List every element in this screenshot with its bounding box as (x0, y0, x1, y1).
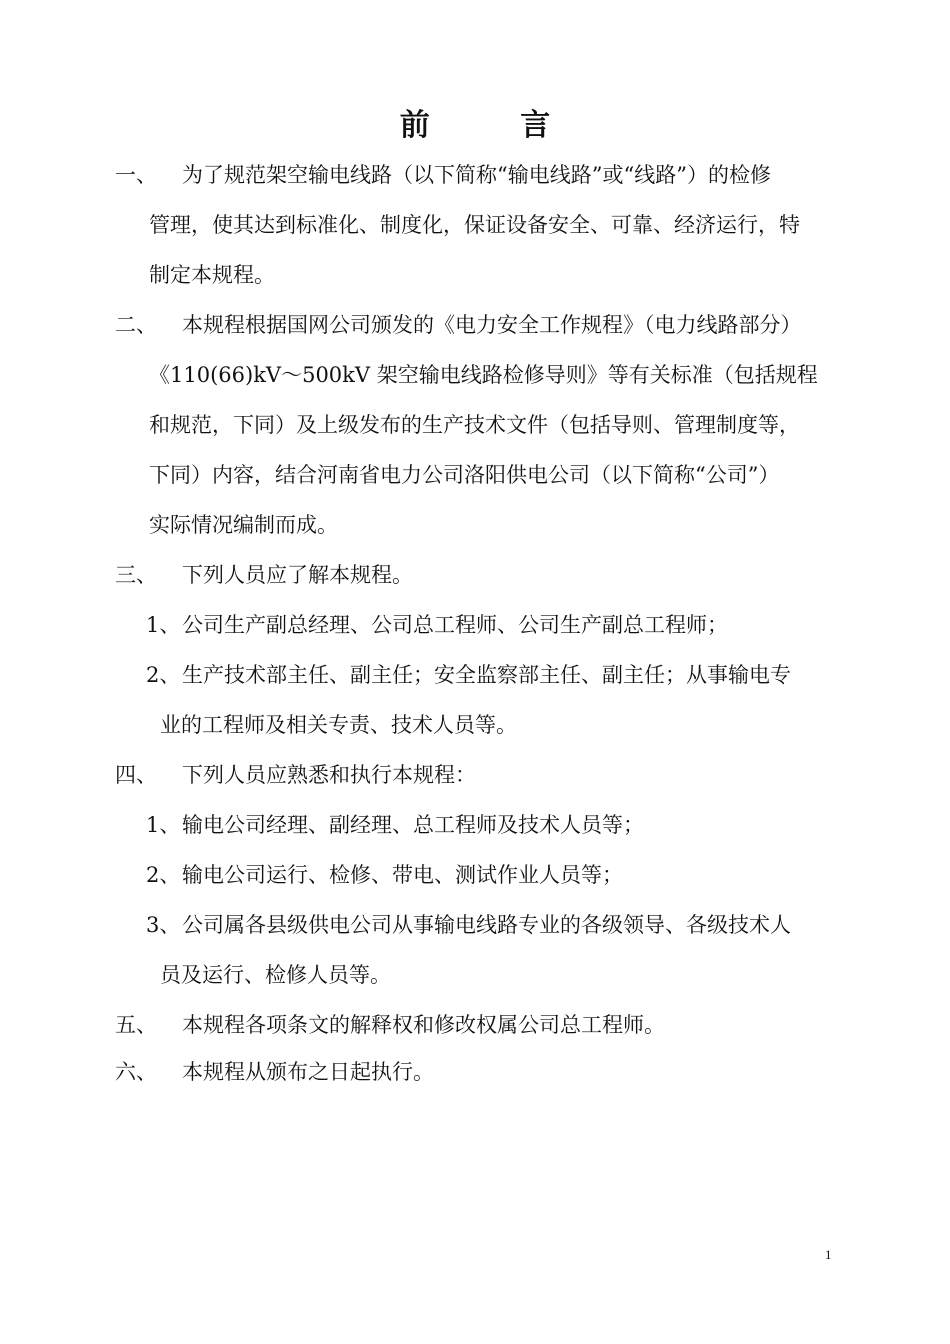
item-4-sub-2-number: 2、 (146, 863, 181, 887)
item-3-sub-1-number: 1、 (146, 613, 181, 637)
item-2-line-1: 本规程根据国网公司颁发的《电力安全工作规程》（电力线路部分） (182, 313, 802, 337)
item-4-sub-3-line-1: 公司属各县级供电公司从事输电线路专业的各级领导、各级技术人 (182, 913, 791, 937)
item-4-sub-1-number: 1、 (146, 813, 181, 837)
item-3-sub-2-line-2: 业的工程师及相关专责、技术人员等。 (160, 713, 517, 737)
item-3-sub-2-number: 2、 (146, 663, 181, 687)
item-5-line-1: 本规程各项条文的解释权和修改权属公司总工程师。 (182, 1013, 665, 1037)
item-4-line-1: 下列人员应熟悉和执行本规程： (182, 763, 476, 787)
item-2-line-3: 和规范，下同）及上级发布的生产技术文件（包括导则、管理制度等， (149, 413, 800, 437)
item-3-number: 三、 (115, 563, 157, 587)
item-4-sub-3-line-2: 员及运行、检修人员等。 (160, 963, 391, 987)
item-2-number: 二、 (115, 313, 157, 337)
item-1-line-3: 制定本规程。 (149, 263, 275, 287)
item-4-sub-3-number: 3、 (146, 913, 181, 937)
item-4-sub-1-line-1: 输电公司经理、副经理、总工程师及技术人员等； (182, 813, 644, 837)
item-2-line-4: 下同）内容，结合河南省电力公司洛阳供电公司（以下简称“公司”） (149, 463, 780, 487)
item-4-sub-2-line-1: 输电公司运行、检修、带电、测试作业人员等； (182, 863, 623, 887)
item-3-sub-2-line-1: 生产技术部主任、副主任；安全监察部主任、副主任；从事输电专 (182, 663, 791, 687)
item-4-number: 四、 (115, 763, 157, 787)
page-number: 1 (825, 1247, 832, 1262)
item-1-number: 一、 (115, 163, 157, 187)
page-title: 前 言 (399, 108, 591, 143)
item-3-sub-1-line-1: 公司生产副总经理、公司总工程师、公司生产副总工程师； (182, 613, 728, 637)
item-2-line-2: 《110(66)kV～500kV 架空输电线路检修导则》等有关标准（包括规程 (149, 363, 818, 387)
item-3-line-1: 下列人员应了解本规程。 (182, 563, 413, 587)
item-1-line-1: 为了规范架空输电线路（以下简称“输电线路”或“线路”）的检修 (182, 163, 771, 187)
item-6-line-1: 本规程从颁布之日起执行。 (182, 1060, 434, 1084)
item-6-number: 六、 (115, 1060, 157, 1084)
item-5-number: 五、 (115, 1013, 157, 1037)
item-1-line-2: 管理，使其达到标准化、制度化，保证设备安全、可靠、经济运行，特 (149, 213, 800, 237)
item-2-line-5: 实际情况编制而成。 (149, 513, 338, 537)
